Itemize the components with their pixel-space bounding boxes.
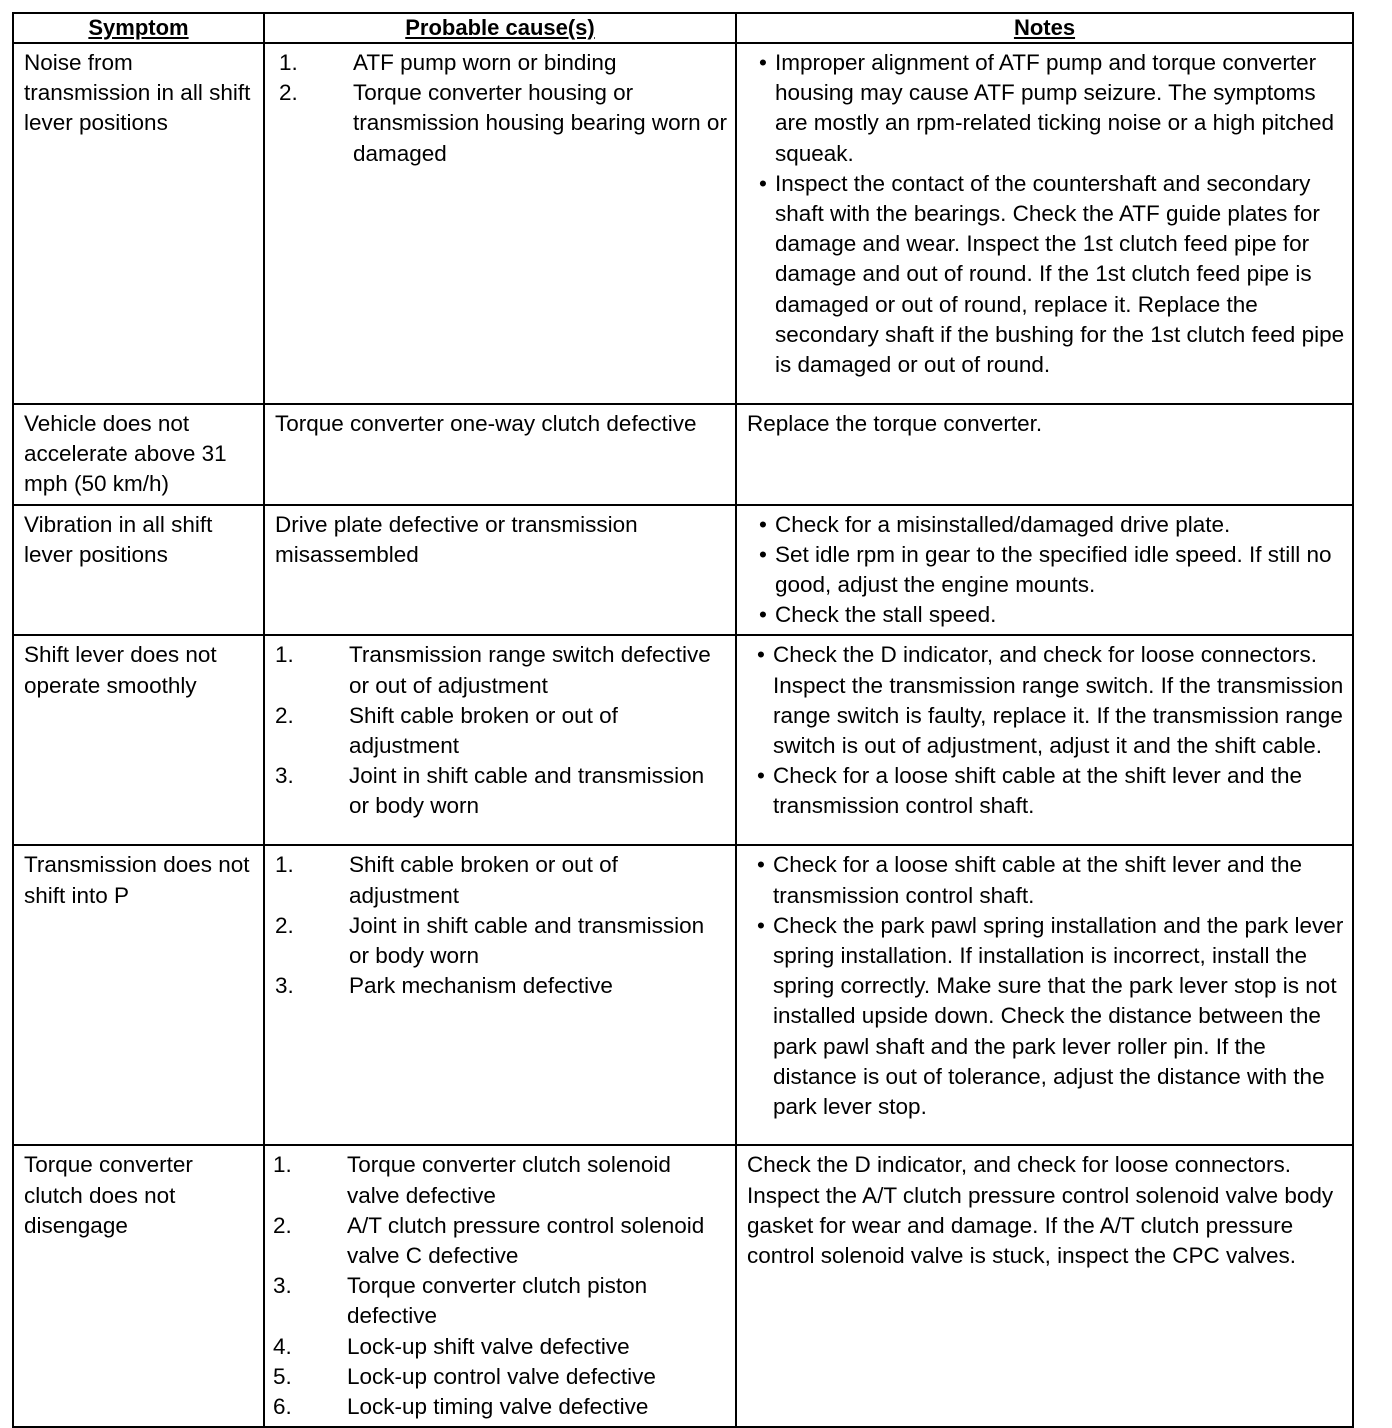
header-probable-cause: Probable cause(s) [264, 13, 736, 43]
note-text: Improper alignment of ATF pump and torque converter housing may cause ATF pump seizure. The symptoms are mostly an rpm-related ticking noise or a high pitched squeak. [775, 50, 1335, 166]
note-text: Check for a loose shift cable at the shift lever and the transmission control shaft. [773, 763, 1303, 819]
symptom-cell [13, 1145, 264, 1427]
cause-text: Torque converter one-way clutch defective [275, 411, 697, 436]
notes-cell [736, 43, 1353, 404]
header-symptom: Symptom [13, 13, 264, 43]
cause-number: 2. [279, 80, 298, 106]
bullet-icon: • [757, 912, 765, 938]
cause-cell [264, 845, 736, 1145]
cause-number: 4. [273, 1333, 292, 1359]
symptom-text: Transmission does not shift into P [24, 852, 250, 908]
cause-number: 2. [273, 1212, 292, 1238]
note-text: Check for a loose shift cable at the shift lever and the transmission control shaft. [773, 852, 1303, 908]
cause-item [275, 761, 729, 821]
cause-text: Torque converter clutch solenoid valve defective [347, 1152, 671, 1208]
note-item [749, 761, 1346, 821]
header-row [13, 13, 1353, 43]
note-item [751, 48, 1346, 169]
cause-cell [264, 404, 736, 505]
cause-cell [264, 43, 736, 404]
cause-text: Shift cable broken or out of adjustment [349, 702, 618, 759]
cause-item [275, 911, 729, 971]
bullet-icon: • [759, 511, 767, 537]
notes-cell [736, 404, 1353, 505]
bullet-icon: • [757, 852, 765, 878]
symptom-cell [13, 505, 264, 636]
cause-text: ATF pump worn or binding [353, 50, 617, 75]
note-item [751, 600, 1346, 630]
notes-cell [736, 1145, 1353, 1427]
table-row [13, 404, 1353, 505]
cause-item [273, 1392, 729, 1422]
note-item [749, 640, 1346, 761]
cause-cell [264, 1145, 736, 1427]
bullet-icon: • [759, 50, 767, 75]
cause-item [273, 1150, 729, 1210]
symptom-cell [13, 845, 264, 1145]
symptom-text: Shift lever does not operate smoothly [24, 642, 217, 698]
notes-cell [736, 635, 1353, 845]
cause-text: Joint in shift cable and transmission or body worn [349, 912, 705, 969]
symptom-text: Torque converter clutch does not disengage [24, 1152, 193, 1238]
table-row [13, 505, 1353, 636]
bullet-icon: • [759, 541, 767, 567]
cause-text: Lock-up control valve defective [347, 1363, 656, 1389]
notes-cell [736, 505, 1353, 636]
bullet-icon: • [759, 170, 767, 196]
cause-text: Torque converter housing or transmission housing bearing worn or damaged [353, 80, 727, 166]
cause-text: Lock-up timing valve defective [347, 1394, 649, 1420]
cause-text: Transmission range switch defective or out of adjustment [349, 642, 711, 698]
note-item [751, 510, 1346, 540]
note-text: Check for a misinstalled/damaged drive plate. [775, 511, 1231, 537]
note-text: Replace the torque converter. [747, 411, 1043, 436]
cause-item [275, 850, 729, 910]
symptom-text: Vehicle does not accelerate above 31 mph (50 km/h) [24, 411, 227, 497]
table-row [13, 1145, 1353, 1427]
cause-cell [264, 635, 736, 845]
note-item [749, 850, 1346, 910]
cause-text: Drive plate defective or transmission misassembled [275, 511, 638, 567]
cause-text: Park mechanism defective [349, 973, 613, 999]
cause-item [275, 640, 729, 700]
cause-cell [264, 505, 736, 636]
cause-number: 3. [273, 1273, 292, 1299]
cause-number: 1. [275, 642, 294, 668]
cause-text: Lock-up shift valve defective [347, 1333, 630, 1359]
table-row [13, 635, 1353, 845]
symptom-cell [13, 43, 264, 404]
cause-number: 1. [273, 1152, 292, 1178]
note-item [751, 540, 1346, 600]
bullet-icon: • [757, 642, 765, 668]
cause-number: 5. [273, 1363, 292, 1389]
cause-number: 1. [275, 852, 294, 878]
cause-number: 3. [275, 973, 294, 999]
note-text: Check the D indicator, and check for loose connectors. Inspect the transmission range switch. If the transmission range switch is faulty, replace it. If the transmission range switch is out of adjustment, adjust it and the shift cable. [773, 642, 1344, 759]
symptom-cell [13, 635, 264, 845]
cause-item [275, 971, 729, 1001]
cause-item [273, 1211, 729, 1271]
table-row [13, 845, 1353, 1145]
bullet-icon: • [759, 602, 767, 628]
cause-item [279, 78, 729, 169]
note-text: Check the park pawl spring installation and the park lever spring installation. If installation is incorrect, install the spring correctly. Make sure that the park lever stop is not installed upside down. Check the distance between the park pawl shaft and the park lever roller pin. If the distance is out of tolerance, adjust the distance with the park lever stop. [773, 912, 1344, 1120]
note-text: Check the D indicator, and check for loose connectors. Inspect the A/T clutch pressure control solenoid valve body gasket for wear and damage. If the A/T clutch pressure control solenoid valve is stuck, inspect the CPC valves. [747, 1152, 1334, 1269]
note-text: Inspect the contact of the countershaft and secondary shaft with the bearings. Check the ATF guide plates for damage and wear. Inspect the 1st clutch feed pipe for damage and out of round. If the 1st clutch feed pipe is damaged or out of round, replace it. Replace the secondary shaft if the bushing for the 1st clutch feed pipe is damaged or out of round. [775, 170, 1345, 378]
cause-number: 3. [275, 763, 294, 789]
note-item [749, 911, 1346, 1122]
cause-item [279, 48, 729, 78]
troubleshooting-table [12, 12, 1354, 1428]
cause-text: Joint in shift cable and transmission or body worn [349, 763, 705, 819]
cause-text: A/T clutch pressure control solenoid valve C defective [347, 1212, 705, 1269]
cause-item [273, 1332, 729, 1362]
cause-number: 6. [273, 1394, 292, 1420]
notes-cell [736, 845, 1353, 1145]
cause-number: 2. [275, 912, 294, 938]
cause-number: 2. [275, 702, 294, 728]
symptom-cell [13, 404, 264, 505]
bullet-icon: • [757, 763, 765, 789]
cause-item [275, 701, 729, 761]
note-item [751, 169, 1346, 380]
header-notes: Notes [736, 13, 1353, 43]
table-row [13, 43, 1353, 404]
symptom-text: Noise from transmission in all shift lever positions [24, 50, 251, 136]
note-text: Check the stall speed. [775, 602, 997, 628]
symptom-text: Vibration in all shift lever positions [24, 511, 213, 567]
cause-text: Shift cable broken or out of adjustment [349, 852, 618, 908]
cause-item [273, 1271, 729, 1331]
note-text: Set idle rpm in gear to the specified idle speed. If still no good, adjust the engine mounts. [775, 541, 1332, 598]
cause-item [273, 1362, 729, 1392]
cause-text: Torque converter clutch piston defective [347, 1273, 648, 1329]
cause-number: 1. [279, 50, 298, 75]
